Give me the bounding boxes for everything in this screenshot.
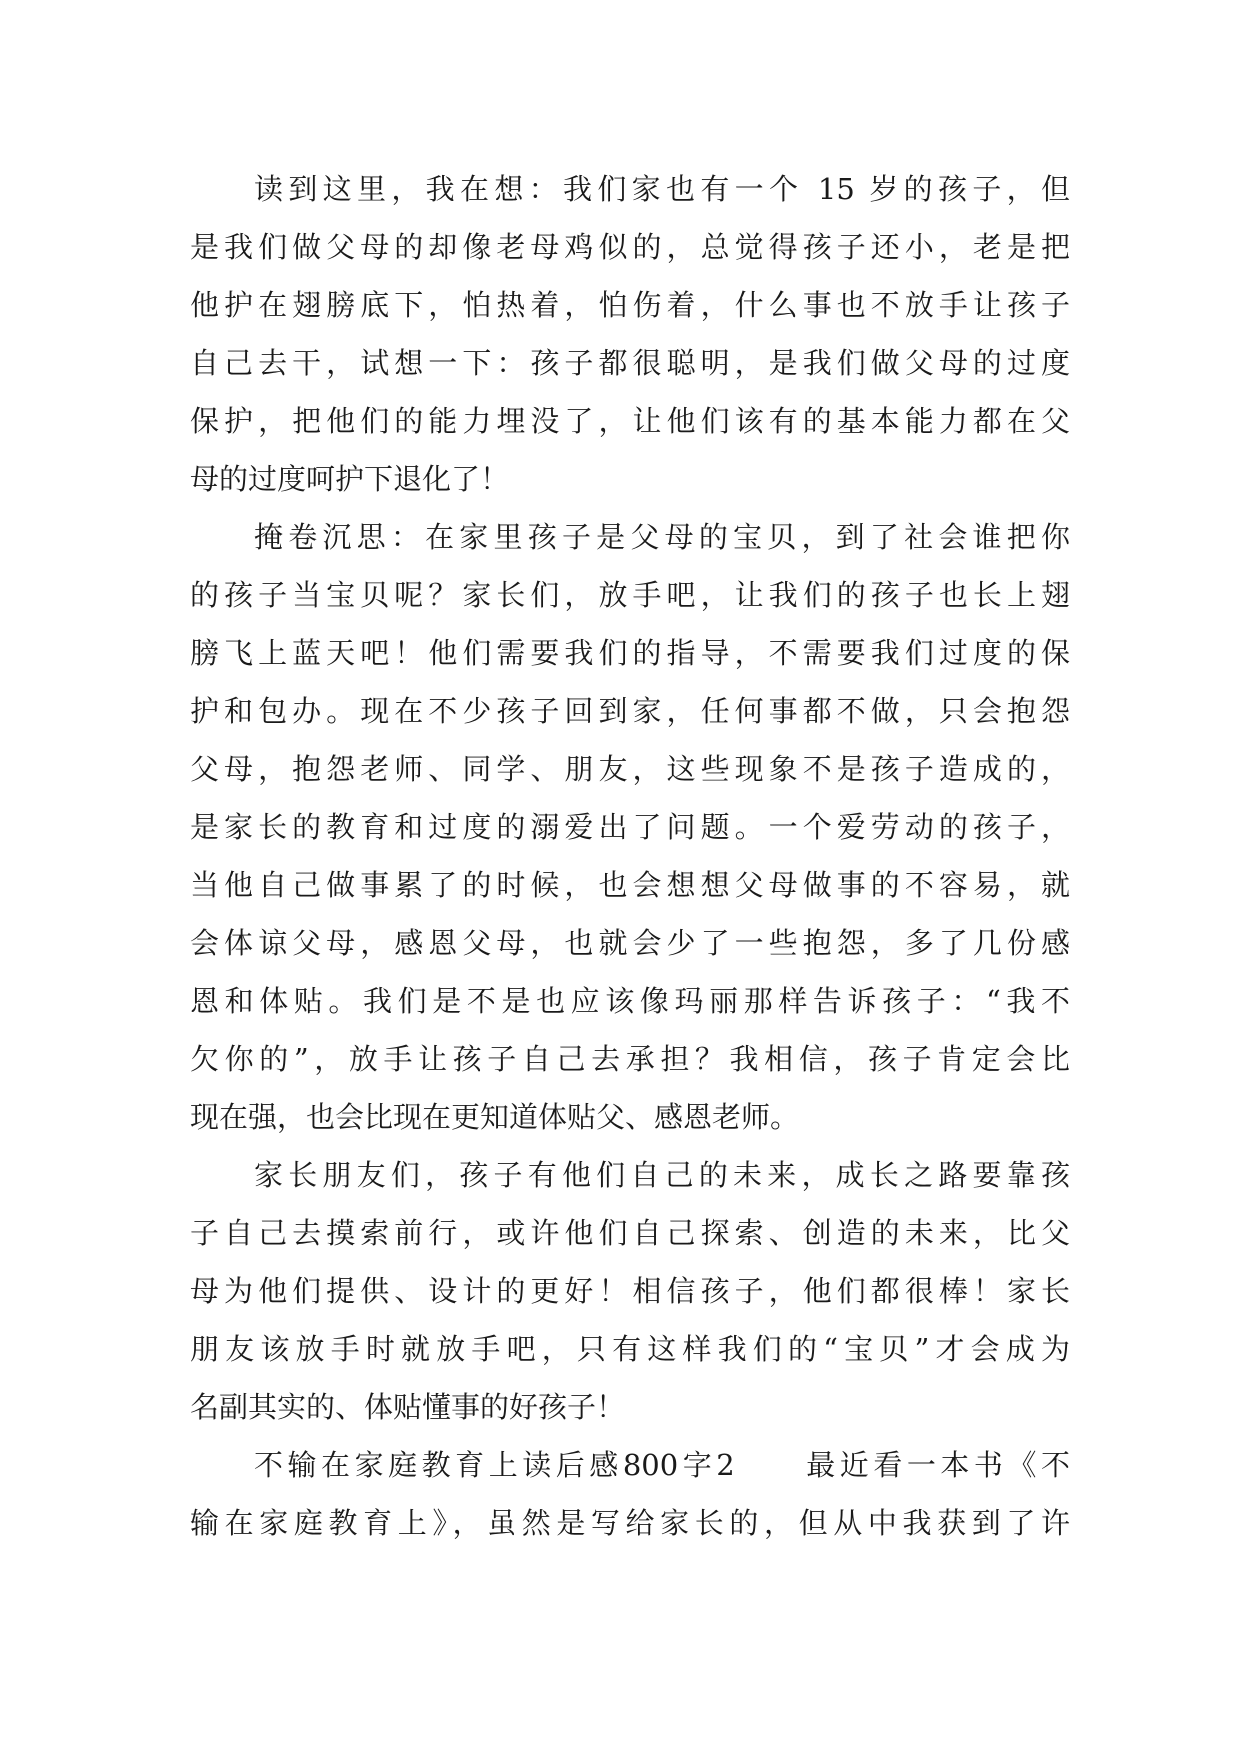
text-line: 当他自己做事累了的时候，也会想想父母做事的不容易，就: [190, 868, 1070, 902]
text-line: 他护在翅膀底下，怕热着，怕伤着，什么事也不放手让孩子: [190, 288, 1070, 322]
text-line: 家长朋友们，孩子有他们自己的未来，成长之路要靠孩: [254, 1158, 1070, 1192]
text-line: 保护，把他们的能力埋没了，让他们该有的基本能力都在父: [190, 404, 1070, 438]
text-line: 子自己去摸索前行，或许他们自己探索、创造的未来，比父: [190, 1216, 1070, 1250]
text-line: 母的过度呵护下退化了！: [190, 462, 510, 496]
text-line: 掩卷沉思：在家里孩子是父母的宝贝，到了社会谁把你: [254, 520, 1070, 554]
text-line: 恩和体贴。我们是不是也应该像玛丽那样告诉孩子：“我不: [190, 984, 1070, 1018]
text-line: 是家长的教育和过度的溺爱出了问题。一个爱劳动的孩子，: [190, 810, 1070, 844]
text-line: 父母，抱怨老师、同学、朋友，这些现象不是孩子造成的，: [190, 752, 1070, 786]
text-line: 母为他们提供、设计的更好！相信孩子，他们都很棒！家长: [190, 1274, 1070, 1308]
text-line: 膀飞上蓝天吧！他们需要我们的指导，不需要我们过度的保: [190, 636, 1070, 670]
text-line: 朋友该放手时就放手吧，只有这样我们的“宝贝”才会成为: [190, 1332, 1070, 1366]
text-line: 读到这里，我在想：我们家也有一个 15 岁的孩子，但: [254, 172, 1070, 206]
text-line: 是我们做父母的却像老母鸡似的，总觉得孩子还小，老是把: [190, 230, 1070, 264]
text-line: 不输在家庭教育上读后感800字2 最近看一本书《不: [254, 1448, 1070, 1482]
paragraph-4: [190, 1436, 1070, 1552]
text-line: 现在强，也会比现在更知道体贴父、感恩老师。: [190, 1100, 800, 1134]
text-line: 名副其实的、体贴懂事的好孩子！: [190, 1390, 626, 1424]
text-line: 的孩子当宝贝呢？家长们，放手吧，让我们的孩子也长上翅: [190, 578, 1070, 612]
text-line: 输在家庭教育上》，虽然是写给家长的，但从中我获到了许: [190, 1506, 1070, 1540]
text-line: 自己去干，试想一下：孩子都很聪明，是我们做父母的过度: [190, 346, 1070, 380]
document-body: [190, 160, 1070, 1552]
paragraph-3: [190, 1146, 1070, 1436]
paragraph-1: [190, 160, 1070, 508]
text-line: 欠你的”，放手让孩子自己去承担？我相信，孩子肯定会比: [190, 1042, 1070, 1076]
text-line: 护和包办。现在不少孩子回到家，任何事都不做，只会抱怨: [190, 694, 1070, 728]
text-line: 会体谅父母，感恩父母，也就会少了一些抱怨，多了几份感: [190, 926, 1070, 960]
paragraph-2: [190, 508, 1070, 1146]
